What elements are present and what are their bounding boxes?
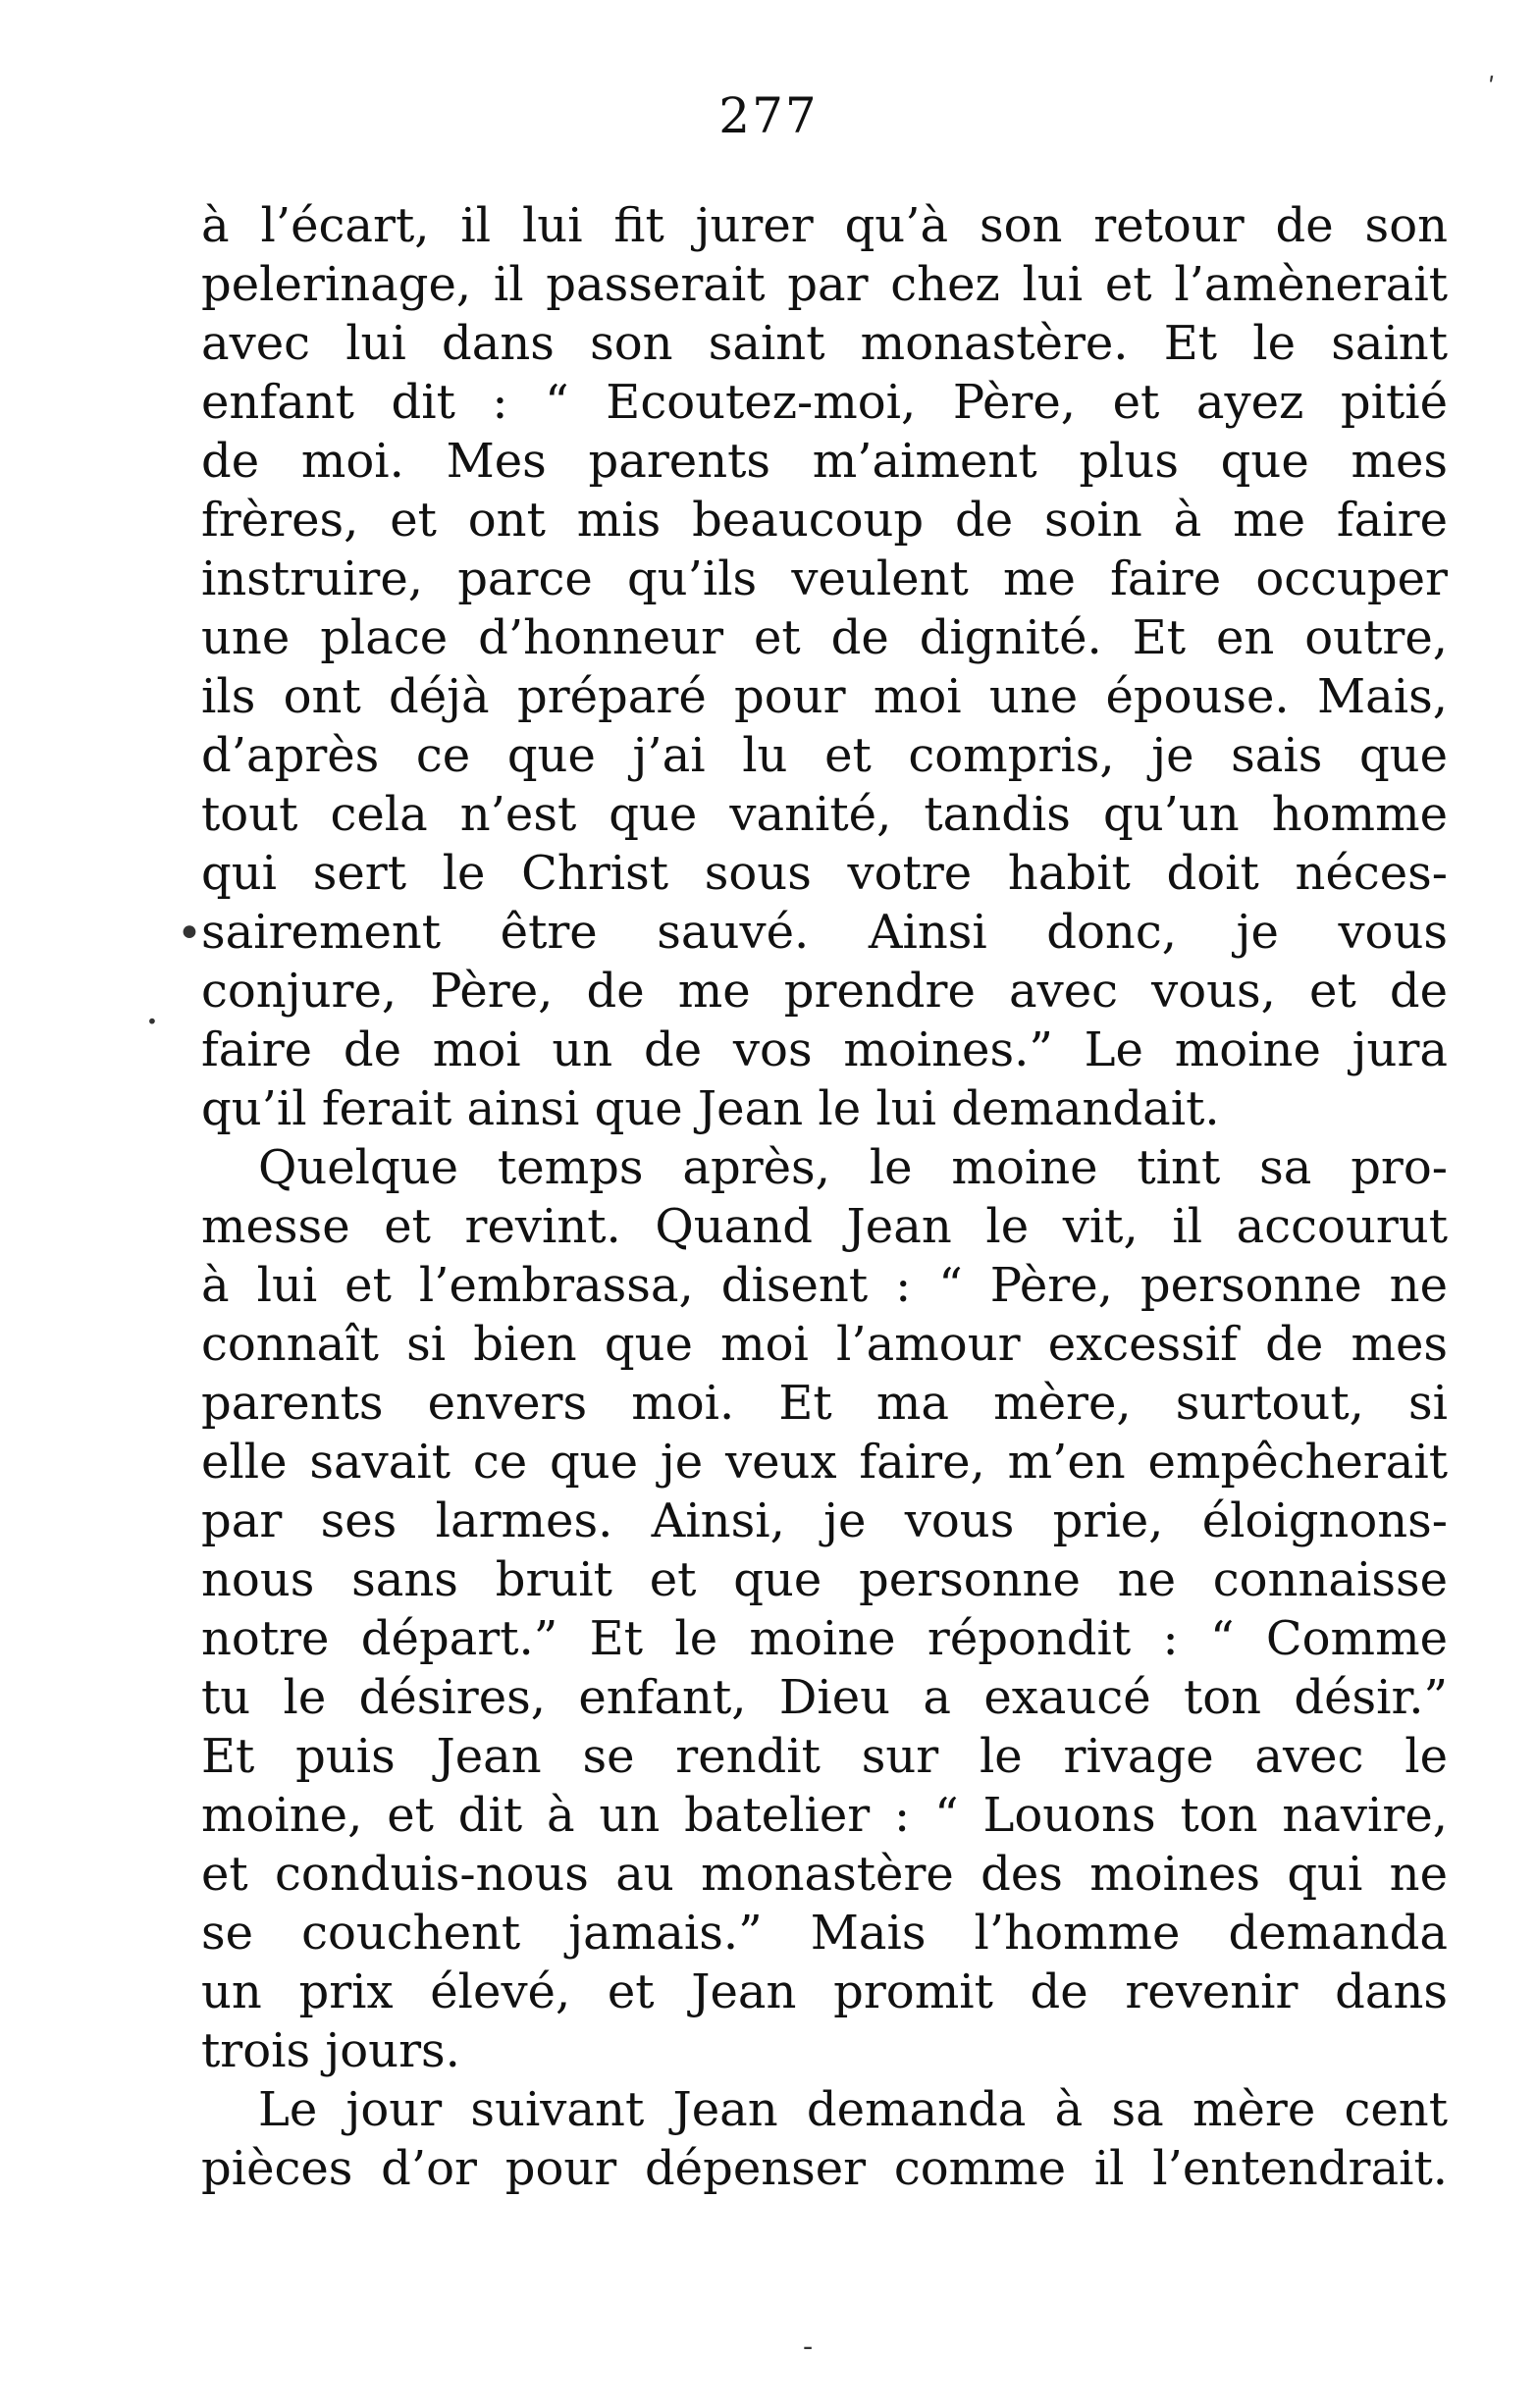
text-line: à l’écart, il lui fit jurer qu’à son retour de son — [201, 198, 1448, 253]
text-line: d’après ce que j’ai lu et compris, je sais que — [201, 728, 1448, 783]
text-line: trois jours. — [201, 2023, 460, 2078]
text-line: à lui et l’embrassa, disent : “ Père, personne ne — [201, 1258, 1448, 1313]
text-line: elle savait ce que je veux faire, m’en empêcherait — [201, 1435, 1448, 1490]
text-line: qui sert le Christ sous votre habit doit néces- — [201, 846, 1448, 901]
margin-dot: • — [177, 909, 202, 959]
text-line: conjure, Père, de me prendre avec vous, et de — [201, 964, 1448, 1019]
bottom-tick: - — [803, 2329, 814, 2364]
text-line: sairement être sauvé. Ainsi donc, je vous — [201, 905, 1448, 960]
text-line: tu le désires, enfant, Dieu a exaucé ton désir.” — [201, 1670, 1448, 1725]
text-line: parents envers moi. Et ma mère, surtout, si — [201, 1376, 1448, 1431]
text-line: pelerinage, il passerait par chez lui et l’amènerait — [201, 257, 1448, 312]
text-line: Et puis Jean se rendit sur le rivage avec le — [201, 1729, 1448, 1784]
text-line: par ses larmes. Ainsi, je vous prie, éloignons- — [201, 1493, 1448, 1548]
text-line: un prix élevé, et Jean promit de revenir dans — [201, 1964, 1448, 2019]
text-line: connaît si bien que moi l’amour excessif de mes — [201, 1317, 1448, 1372]
text-line: moine, et dit à un batelier : “ Louons ton navire, — [201, 1788, 1448, 1843]
text-line: notre départ.” Et le moine répondit : “ Comme — [201, 1611, 1448, 1666]
text-line: et conduis-nous au monastère des moines qui ne — [201, 1847, 1448, 1902]
paragraph-start-line: Le jour suivant Jean demanda à sa mère cent — [258, 2082, 1448, 2137]
text-line: enfant dit : “ Ecoutez-moi, Père, et ayez pitié — [201, 375, 1448, 430]
text-line: se couchent jamais.” Mais l’homme demanda — [201, 1906, 1448, 1961]
margin-dash: · — [145, 997, 159, 1047]
text-line: qu’il ferait ainsi que Jean le lui demandait. — [201, 1081, 1220, 1136]
text-line: ils ont déjà préparé pour moi une épouse. Mais, — [201, 669, 1448, 724]
corner-tick: ʹ — [1488, 74, 1496, 103]
page-number: 277 — [718, 87, 819, 144]
text-line: de moi. Mes parents m’aiment plus que mes — [201, 434, 1448, 489]
text-line: avec lui dans son saint monastère. Et le saint — [201, 316, 1448, 371]
body-text — [201, 196, 1448, 2198]
paragraph-start-line: Quelque temps après, le moine tint sa pro- — [258, 1140, 1448, 1195]
text-line: faire de moi un de vos moines.” Le moine jura — [201, 1022, 1448, 1077]
text-line: instruire, parce qu’ils veulent me faire occuper — [201, 551, 1448, 606]
text-line: tout cela n’est que vanité, tandis qu’un homme — [201, 787, 1448, 842]
text-line: pièces d’or pour dépenser comme il l’entendrait. — [201, 2141, 1448, 2196]
text-line: messe et revint. Quand Jean le vit, il accourut — [201, 1199, 1448, 1254]
text-line: nous sans bruit et que personne ne connaisse — [201, 1552, 1448, 1607]
text-line: une place d’honneur et de dignité. Et en outre, — [201, 610, 1448, 665]
text-line: frères, et ont mis beaucoup de soin à me faire — [201, 493, 1448, 548]
